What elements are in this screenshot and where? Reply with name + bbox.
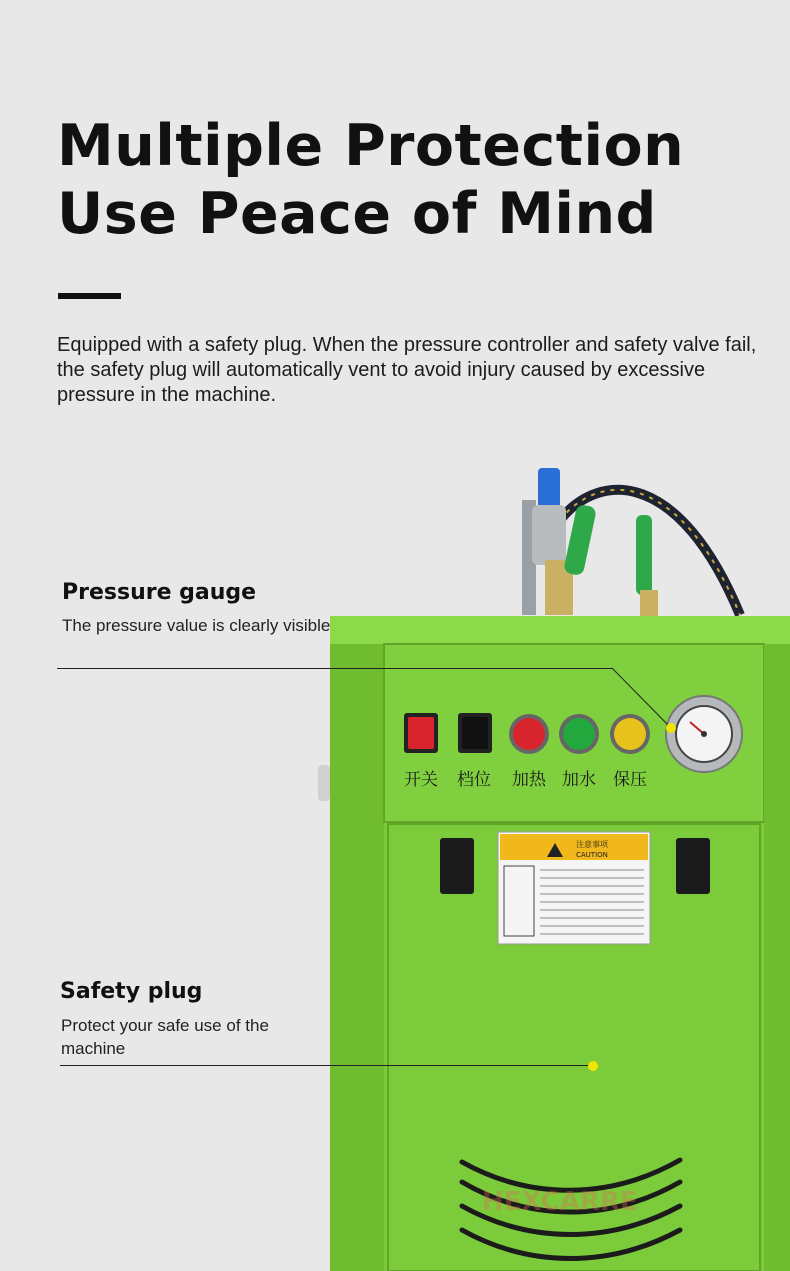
panel-label-hold-pressure: 保压: [613, 770, 647, 790]
pressure-gauge: [666, 696, 742, 772]
headline-line-2: Use Peace of Mind: [57, 181, 657, 247]
pressure-gauge-marker-dot: [666, 723, 676, 733]
panel-label-power: 开关: [404, 770, 438, 790]
caution-subtitle: CAUTION: [576, 851, 608, 859]
callout-pressure-gauge-text: The pressure value is clearly visible: [62, 616, 331, 635]
safety-plug-callout-line: [60, 1065, 590, 1066]
callout-safety-plug-text: Protect your safe use of the machine: [61, 1016, 269, 1058]
panel-label-water: 加水: [562, 770, 596, 790]
caution-sticker: [498, 832, 650, 944]
top-valves: [522, 468, 740, 616]
safety-plug-marker-dot: [588, 1061, 598, 1071]
panel-label-heat: 加热: [512, 770, 546, 790]
pressure-gauge-callout-line: [57, 668, 612, 669]
panel-label-gear: 档位: [457, 770, 491, 790]
callout-safety-plug-title: Safety plug: [60, 979, 203, 1004]
description-text: Equipped with a safety plug. When the pressure controller and safety valve fail, the safety plug will automatically vent to avoid injury caused by excessive pressure in the machine.: [57, 334, 757, 406]
caution-title: 注意事项: [576, 840, 608, 849]
watermark-logo: HEXCARRE: [482, 1187, 638, 1217]
callout-pressure-gauge-title: Pressure gauge: [62, 580, 257, 605]
headline-line-1: Multiple Protection: [57, 113, 685, 179]
